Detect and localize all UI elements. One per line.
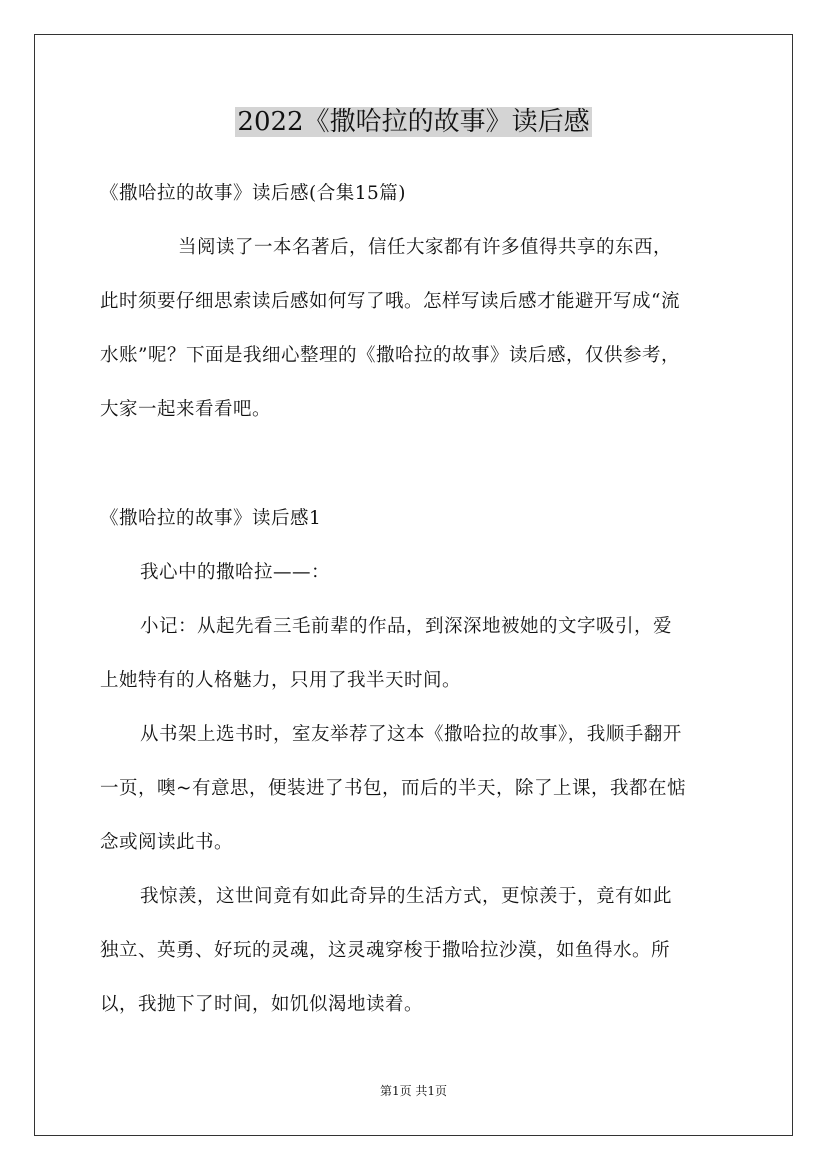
paragraph-line: 水账”呢？下面是我细心整理的《撒哈拉的故事》读后感，仅供参考， <box>100 345 680 366</box>
paragraph-line: 我惊羡，这世间竟有如此奇异的生活方式，更惊羡于，竟有如此 <box>140 886 673 907</box>
paragraph-line: 从书架上选书时，室友举荐了这本《撒哈拉的故事》，我顺手翻开 <box>140 724 682 745</box>
paragraph-line: 独立、英勇、好玩的灵魂，这灵魂穿梭于撒哈拉沙漠，如鱼得水。所 <box>100 940 671 961</box>
paragraph-line: 此时须要仔细思索读后感如何写了哦。怎样写读后感才能避开写成“流 <box>100 291 680 312</box>
paragraph-line: 以，我抛下了时间，如饥似渴地读着。 <box>100 994 424 1015</box>
document-title <box>0 103 827 141</box>
paragraph-line: 上她特有的人格魅力，只用了我半天时间。 <box>100 670 462 691</box>
paragraph-line: 当阅读了一本名著后，信任大家都有许多值得共享的东西， <box>178 237 673 258</box>
page-footer: 第1页 共1页 <box>379 1084 448 1098</box>
title-text: 2022《撒哈拉的故事》读后感 <box>237 107 590 137</box>
section-heading: 《撒哈拉的故事》读后感1 <box>100 508 322 529</box>
paragraph-line: 我心中的撒哈拉——： <box>140 562 331 583</box>
paragraph-line: 大家一起来看看吧。 <box>100 399 272 420</box>
paragraph-line: 一页，噢~有意思，便装进了书包，而后的半天，除了上课，我都在惦 <box>100 778 687 799</box>
paragraph-line: 小记：从起先看三毛前辈的作品，到深深地被她的文字吸引，爱 <box>140 616 673 637</box>
subtitle-line: 《撒哈拉的故事》读后感(合集15篇) <box>100 183 406 204</box>
paragraph-line: 念或阅读此书。 <box>100 832 234 853</box>
